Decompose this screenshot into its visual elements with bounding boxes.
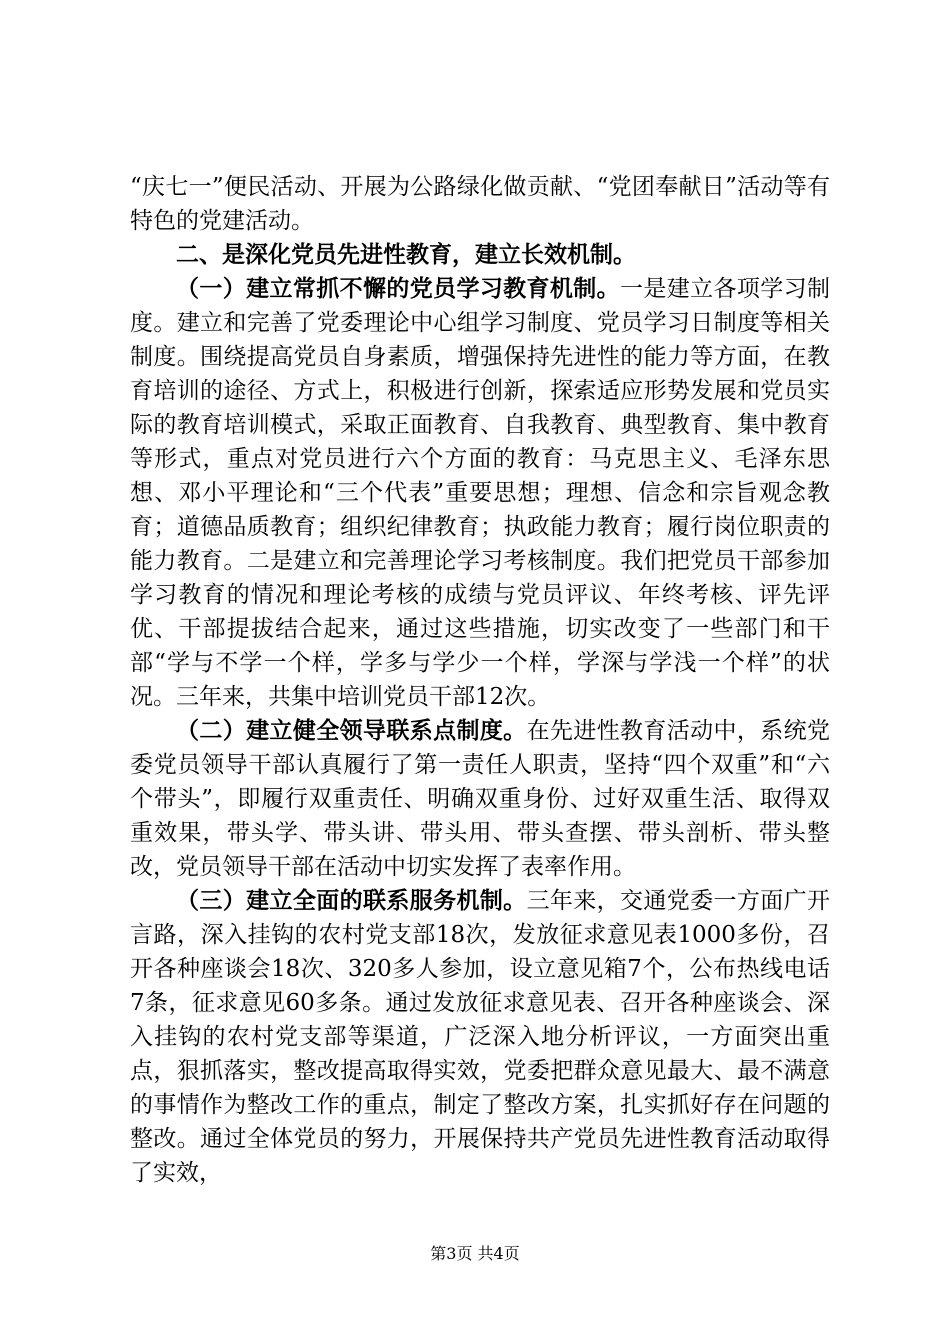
- item-one-heading: （一）建立常抓不懈的党员学习教育机制。: [176, 275, 621, 302]
- item-two-body: 在先进性教育活动中，系统党委党员领导干部认真履行了第一责任人职责，坚持“四个双重”和“六个带头”，即履行双重责任、明确双重身份、过好双重生活、取得双重效果，带头学、带头讲、带头用、带头查摆、带头剖析、带头整改，党员领导干部在活动中切实发挥了表率作用。: [130, 718, 831, 880]
- page-footer: [0, 1244, 950, 1264]
- intro-paragraph: “庆七一”便民活动、开展为公路绿化做贡献、“党团奉献日”活动等有特色的党建活动。: [130, 174, 830, 234]
- item-one-paragraph: [130, 272, 830, 714]
- section-two-heading: 二、是深化党员先进性教育，建立长效机制。: [176, 241, 636, 268]
- item-two-heading: （二）建立健全领导联系点制度。: [176, 717, 527, 744]
- item-two-paragraph: [130, 714, 830, 884]
- item-three-heading: （三）建立全面的联系服务机制。: [176, 887, 527, 914]
- page-number-label: 第3页 共4页: [430, 1244, 520, 1263]
- item-three-paragraph: [130, 884, 830, 1190]
- item-one-body: 一是建立各项学习制度。建立和完善了党委理论中心组学习制度、党员学习日制度等相关制度。围绕提高党员自身素质，增强保持先进性的能力等方面，在教育培训的途径、方式上，积极进行创新，探索适应形势发展和党员实际的教育培训模式，采取正面教育、自我教育、典型教育、集中教育等形式，重点对党员进行六个方面的教育：马克思主义、毛泽东思想、邓小平理论和“三个代表”重要思想；理想、信念和宗旨观念教育；道德品质教育；组织纪律教育；执政能力教育；履行岗位职责的能力教育。二是建立和完善理论学习考核制度。我们把党员干部参加学习教育的情况和理论考核的成绩与党员评议、年终考核、评先评优、干部提拔结合起来，通过这些措施，切实改变了一些部门和干部“学与不学一个样，学多与学少一个样，学深与学浅一个样”的状况。三年来，共集中培训党员干部12次。: [130, 276, 831, 710]
- item-three-body: 三年来，交通党委一方面广开言路，深入挂钩的农村党支部18次，发放征求意见表1000多份，召开各种座谈会18次、320多人参加，设立意见箱7个，公布热线电话7条，征求意见60多条。通过发放征求意见表、召开各种座谈会、深入挂钩的农村党支部等渠道，广泛深入地分析评议，一方面突出重点，狠抓落实，整改提高取得实效，党委把群众意见最大、最不满意的事情作为整改工作的重点，制定了整改方案，扎实抓好存在问题的整改。通过全体党员的努力，开展保持共产党员先进性教育活动取得了实效，: [130, 888, 831, 1186]
- document-body: [130, 170, 830, 1190]
